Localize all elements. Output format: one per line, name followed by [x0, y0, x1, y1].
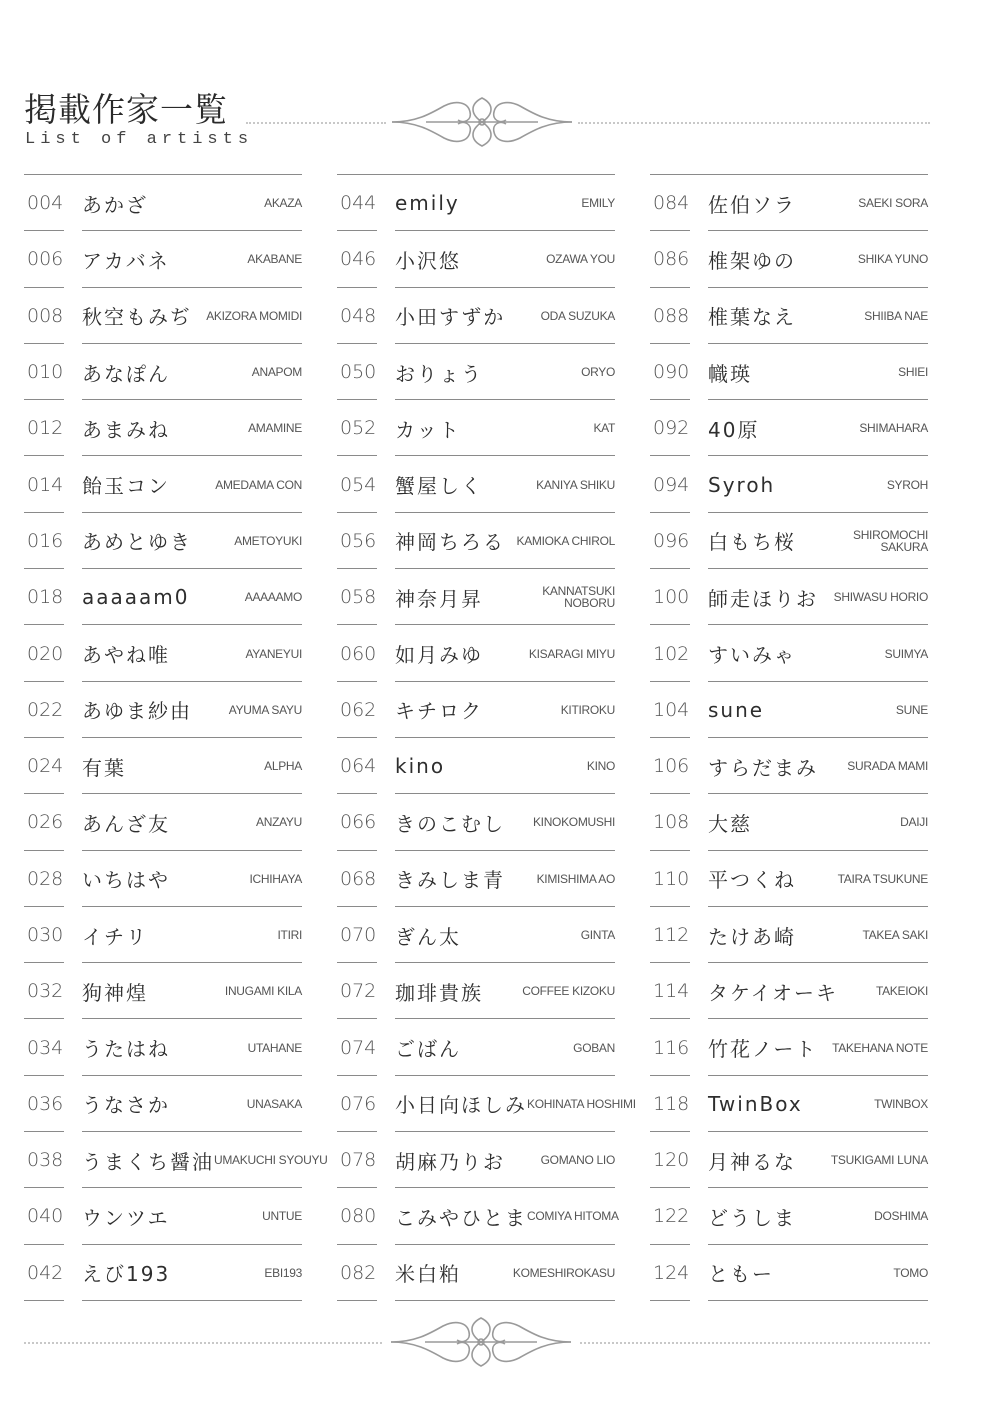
artist-name-romaji: KITIROKU	[560, 702, 615, 717]
artist-row	[337, 963, 615, 1019]
artist-page-number: 096	[653, 529, 690, 552]
artist-name-romaji: KIMISHIMA AO	[536, 871, 615, 886]
artist-page-number: 084	[653, 192, 690, 215]
artist-name: 飴玉コン	[82, 474, 170, 499]
artist-page-number: 080	[340, 1205, 377, 1228]
artist-page-number: 106	[653, 755, 690, 778]
artist-row	[24, 1132, 328, 1188]
artist-name-romaji: SHIROMOCHI SAKURA	[852, 527, 928, 554]
artist-name-romaji: AKIZORA MOMIDI	[206, 308, 302, 323]
artist-name-romaji: EBI193	[264, 1265, 302, 1280]
artist-name: おりょう	[395, 361, 483, 386]
artist-page-number: 122	[653, 1205, 690, 1228]
artist-row	[24, 231, 302, 287]
artist-row	[24, 907, 302, 963]
artist-name-romaji: KISARAGI MIYU	[528, 646, 615, 661]
artist-name-romaji: SAEKI SORA	[858, 196, 928, 211]
artist-name: カット	[395, 417, 461, 442]
artist-column-3	[650, 174, 928, 1301]
artist-name: ぎん太	[395, 924, 461, 949]
artist-name: えび193	[82, 1262, 171, 1287]
artist-row	[337, 174, 615, 231]
artist-name: ごばん	[395, 1037, 461, 1062]
artist-page-number: 046	[340, 248, 377, 271]
artist-name: 胡麻乃りお	[395, 1149, 505, 1174]
artist-name-romaji: SHIKA YUNO	[857, 252, 928, 267]
artist-name-romaji: GINTA	[580, 928, 615, 942]
artist-name-romaji: SYROH	[886, 477, 928, 492]
artist-name-romaji: AYANEYUI	[245, 646, 302, 661]
artist-row	[650, 682, 928, 738]
artist-row	[650, 794, 928, 850]
artist-name: ともー	[708, 1262, 774, 1287]
page-subtitle: List of artists	[25, 130, 254, 149]
artist-row	[337, 907, 615, 963]
artist-name: 月神るな	[708, 1149, 796, 1174]
artist-name-romaji: AMAMINE	[248, 421, 302, 436]
artist-name-romaji: SHIIBA NAE	[864, 308, 928, 323]
artist-row	[337, 344, 615, 400]
artist-row	[24, 513, 302, 569]
artist-page-number: 006	[27, 248, 64, 271]
artist-name: 如月みゆ	[395, 643, 483, 668]
artist-page-number: 018	[27, 586, 64, 609]
header-dotted-rule-left	[246, 122, 386, 124]
artist-page-number: 074	[340, 1036, 377, 1059]
artist-row	[650, 625, 928, 681]
artist-name: タケイオーキ	[708, 980, 838, 1005]
artist-name: あんざ友	[82, 811, 170, 836]
artist-name: 狗神煌	[82, 980, 148, 1005]
artist-name: 米白粕	[395, 1262, 461, 1287]
artist-row	[650, 174, 928, 231]
artist-row	[337, 738, 615, 794]
artist-name: すらだまみ	[708, 755, 818, 780]
artist-row	[650, 400, 928, 456]
artist-page-number: 068	[340, 867, 377, 890]
artist-row	[24, 456, 302, 512]
artist-page-number: 066	[340, 811, 377, 834]
artist-row	[24, 288, 302, 344]
header-dotted-rule-right	[578, 122, 930, 124]
artist-name-romaji: TWINBOX	[874, 1096, 928, 1111]
artist-page-number: 114	[653, 980, 690, 1003]
artist-name: たけあ崎	[708, 924, 796, 949]
artist-row	[337, 682, 615, 738]
artist-page-number: 050	[340, 361, 377, 384]
artist-name: sune	[708, 697, 765, 722]
artist-row	[24, 174, 302, 231]
artist-name-romaji: SUNE	[895, 702, 928, 717]
artist-page-number: 056	[340, 529, 377, 552]
artist-row	[24, 851, 302, 907]
artist-page-number: 016	[27, 529, 64, 552]
artist-row	[650, 344, 928, 400]
artist-row	[24, 625, 302, 681]
footer-dotted-rule-left	[24, 1342, 382, 1344]
artist-row	[337, 513, 615, 569]
artist-name: あゆま紗由	[82, 699, 192, 724]
artist-name: aaaaam0	[82, 585, 190, 610]
artist-name-romaji: SHIMAHARA	[859, 421, 928, 436]
artist-name: TwinBox	[708, 1091, 803, 1116]
artist-row	[337, 794, 615, 850]
artist-page-number: 060	[340, 642, 377, 665]
artist-name-romaji: UNASAKA	[246, 1096, 302, 1111]
artist-name: 神奈月昇	[395, 586, 483, 611]
artist-name-romaji: DOSHIMA	[874, 1209, 928, 1224]
flourish-ornament-icon	[382, 1312, 580, 1372]
artist-page-number: 012	[27, 417, 64, 440]
artist-row	[24, 794, 302, 850]
artist-name-romaji: AMETOYUKI	[234, 533, 302, 548]
artist-name-romaji: GOBAN	[573, 1040, 615, 1055]
artist-name-romaji: SUIMYA	[884, 646, 928, 661]
artist-name: 小日向ほしみ	[395, 1093, 527, 1118]
artist-page-number: 102	[653, 642, 690, 665]
artist-page-number: 024	[27, 755, 64, 778]
artist-name: 師走ほりお	[708, 586, 818, 611]
artist-name-romaji: TAKEIOKI	[875, 984, 928, 999]
artist-name-romaji: UTAHANE	[247, 1040, 302, 1055]
artist-row	[337, 400, 615, 456]
artist-name: 神岡ちろる	[395, 530, 505, 555]
artist-row	[337, 1132, 615, 1188]
artist-name: 有葉	[82, 755, 126, 780]
artist-name: いちはや	[82, 868, 170, 893]
artist-name: kino	[395, 754, 446, 779]
artist-page-number: 044	[340, 192, 377, 215]
artist-name: 蟹屋しく	[395, 474, 483, 499]
artist-page-number: 040	[27, 1205, 64, 1228]
artist-name-romaji: TAKEA SAKI	[862, 928, 928, 942]
artist-name: きのこむし	[395, 811, 505, 836]
artist-row	[650, 963, 928, 1019]
artist-name: あまみね	[82, 417, 170, 442]
artist-name: あめとゆき	[82, 530, 192, 555]
artist-name: キチロク	[395, 699, 483, 724]
artist-page-number: 014	[27, 473, 64, 496]
artist-page-number: 042	[27, 1261, 64, 1284]
artist-name: こみやひとま	[395, 1205, 527, 1230]
artist-name: 40原	[708, 417, 760, 442]
artist-row	[650, 907, 928, 963]
artist-name-romaji: TAIRA TSUKUNE	[837, 871, 928, 886]
artist-page-number: 034	[27, 1036, 64, 1059]
artist-name: 小沢悠	[395, 248, 461, 273]
artist-name-romaji: AKAZA	[264, 196, 302, 211]
artist-page-number: 104	[653, 698, 690, 721]
artist-row	[24, 1019, 302, 1075]
artist-page-number: 094	[653, 473, 690, 496]
page-title: 掲載作家一覧	[24, 90, 228, 129]
artist-name-romaji: TSUKIGAMI LUNA	[830, 1153, 928, 1168]
artist-name: 椎架ゆの	[708, 248, 796, 273]
artist-name-romaji: ICHIHAYA	[249, 871, 302, 886]
artist-name-romaji: ITIRI	[277, 928, 302, 942]
artist-name: 椎葉なえ	[708, 305, 796, 330]
artist-row	[650, 231, 928, 287]
artist-page-number: 082	[340, 1261, 377, 1284]
artist-page-number: 076	[340, 1092, 377, 1115]
artist-name: うなさか	[82, 1093, 170, 1118]
artist-row	[337, 1245, 615, 1301]
artist-page-number: 090	[653, 361, 690, 384]
artist-page-number: 038	[27, 1149, 64, 1172]
artist-page-number: 028	[27, 867, 64, 890]
artist-name-romaji: KAT	[593, 421, 615, 436]
artist-row	[650, 738, 928, 794]
artist-row	[337, 1076, 636, 1132]
flourish-ornament-icon	[386, 92, 578, 152]
artist-name-romaji: KINOKOMUSHI	[532, 815, 615, 830]
artist-page-number: 078	[340, 1149, 377, 1172]
artist-page-number: 026	[27, 811, 64, 834]
artist-row	[650, 1019, 928, 1075]
footer-dotted-rule-right	[580, 1342, 930, 1344]
artist-name: 幟瑛	[708, 361, 752, 386]
artist-page-number: 058	[340, 586, 377, 609]
artist-name: あやね唯	[82, 643, 170, 668]
artist-page-number: 008	[27, 304, 64, 327]
artist-name-romaji: KANIYA SHIKU	[536, 477, 615, 492]
artist-name-romaji: AMEDAMA CON	[215, 477, 302, 492]
artist-page-number: 062	[340, 698, 377, 721]
artist-row	[24, 963, 302, 1019]
artist-name-romaji: GOMANO LIO	[540, 1153, 615, 1168]
artist-row	[24, 1188, 302, 1244]
artist-row	[650, 288, 928, 344]
artist-page-number: 124	[653, 1261, 690, 1284]
artist-name: きみしま青	[395, 868, 505, 893]
artist-name-romaji: COFFEE KIZOKU	[522, 984, 615, 999]
artist-name: イチリ	[82, 924, 148, 949]
artist-name-romaji: COMIYA HITOMA	[527, 1209, 619, 1224]
artist-name: うたはね	[82, 1037, 170, 1062]
artist-page-number: 004	[27, 192, 64, 215]
artist-page-number: 054	[340, 473, 377, 496]
artist-row	[24, 569, 302, 625]
artist-row	[650, 569, 928, 625]
artist-row	[337, 456, 615, 512]
artist-row	[24, 682, 302, 738]
artist-name: すいみゃ	[708, 643, 796, 668]
artist-row	[650, 456, 928, 512]
artist-name: 珈琲貴族	[395, 980, 483, 1005]
artist-name: うまくち醤油	[82, 1149, 214, 1174]
artist-row	[337, 569, 615, 625]
artist-page-number: 030	[27, 924, 64, 946]
artist-page-number: 120	[653, 1149, 690, 1172]
artist-row	[650, 1188, 928, 1244]
artist-row	[650, 851, 928, 907]
artist-name: どうしま	[708, 1205, 796, 1230]
artist-page-number: 020	[27, 642, 64, 665]
artist-page-number: 052	[340, 417, 377, 440]
artist-name: 佐伯ソラ	[708, 192, 796, 217]
artist-row	[24, 1245, 302, 1301]
artist-page-number: 022	[27, 698, 64, 721]
artist-page-number: 072	[340, 980, 377, 1003]
artist-page-number: 088	[653, 304, 690, 327]
artist-name: あかざ	[82, 192, 148, 217]
artist-name-romaji: SHIEI	[898, 365, 928, 380]
artist-name-romaji: SURADA MAMI	[847, 759, 928, 774]
artist-name-romaji: ANZAYU	[256, 815, 302, 830]
artist-name: 竹花ノート	[708, 1037, 818, 1062]
artist-page-number: 032	[27, 980, 64, 1003]
artist-name-romaji: KINO	[586, 759, 615, 774]
artist-name-romaji: AYUMA SAYU	[228, 702, 302, 717]
artist-name: 秋空もみぢ	[82, 305, 192, 330]
artist-row	[337, 288, 615, 344]
artist-name: 小田すずか	[395, 305, 506, 330]
artist-name-romaji: KOMESHIROKASU	[512, 1265, 615, 1280]
artist-name-romaji: TAKEHANA NOTE	[832, 1040, 928, 1055]
artist-name: あなぽん	[82, 361, 170, 386]
artist-name-romaji: KAMIOKA CHIROL	[516, 533, 615, 548]
artist-page-number: 092	[653, 417, 690, 440]
artist-page-number: 036	[27, 1092, 64, 1115]
artist-name-romaji: ANAPOM	[251, 365, 302, 380]
artist-name-romaji: EMILY	[581, 196, 615, 211]
artist-row	[337, 851, 615, 907]
artist-page-number: 108	[653, 811, 690, 834]
artist-row	[337, 231, 615, 287]
artist-page-number: 110	[653, 867, 690, 890]
artist-column-2	[337, 174, 636, 1301]
artist-name-romaji: ALPHA	[264, 759, 302, 774]
artist-name: emily	[395, 191, 460, 216]
artist-page-number: 100	[653, 586, 690, 609]
artist-name-romaji: KOHINATA HOSHIMI	[527, 1096, 636, 1111]
artist-name: Syroh	[708, 472, 776, 497]
artist-name-romaji: INUGAMI KILA	[224, 984, 302, 999]
artist-name: アカバネ	[82, 248, 170, 273]
artist-name-romaji: AAAAAMO	[244, 590, 302, 605]
artist-name-romaji: ODA SUZUKA	[540, 308, 615, 323]
artist-page-number: 116	[653, 1036, 690, 1059]
artist-name: 平つくね	[708, 868, 796, 893]
artist-row	[650, 1076, 928, 1132]
artist-row	[24, 344, 302, 400]
artist-page-number: 010	[27, 361, 64, 384]
artist-name-romaji: KANNATSUKI NOBORU	[542, 584, 615, 611]
artist-name-romaji: ORYO	[581, 365, 615, 380]
artist-row	[24, 400, 302, 456]
artist-column-1	[24, 174, 328, 1301]
artist-name-romaji: DAIJI	[900, 815, 928, 830]
artist-name-romaji: OZAWA YOU	[546, 252, 615, 267]
artist-name-romaji: TOMO	[893, 1265, 928, 1280]
artist-page-number: 048	[340, 304, 377, 327]
artist-name: ウンツエ	[82, 1205, 170, 1230]
artist-name-romaji: SHIWASU HORIO	[833, 590, 928, 605]
artist-name: 大慈	[708, 811, 752, 836]
artist-name-romaji: AKABANE	[247, 252, 302, 267]
artist-page-number: 086	[653, 248, 690, 271]
artist-page-number: 112	[653, 924, 690, 946]
artist-name-romaji: UMAKUCHI SYOUYU	[214, 1153, 328, 1168]
artist-page-number: 064	[340, 755, 377, 778]
artist-page-number: 118	[653, 1092, 690, 1115]
artist-row	[337, 1019, 615, 1075]
artist-row	[650, 1132, 928, 1188]
artist-row	[24, 738, 302, 794]
artist-name: 白もち桜	[708, 530, 796, 555]
artist-row	[337, 1188, 619, 1244]
artist-row	[337, 625, 615, 681]
artist-page-number: 070	[340, 924, 377, 946]
artist-name-romaji: UNTUE	[262, 1209, 302, 1224]
artist-row	[24, 1076, 302, 1132]
artist-row	[650, 1245, 928, 1301]
artist-row	[650, 513, 928, 569]
